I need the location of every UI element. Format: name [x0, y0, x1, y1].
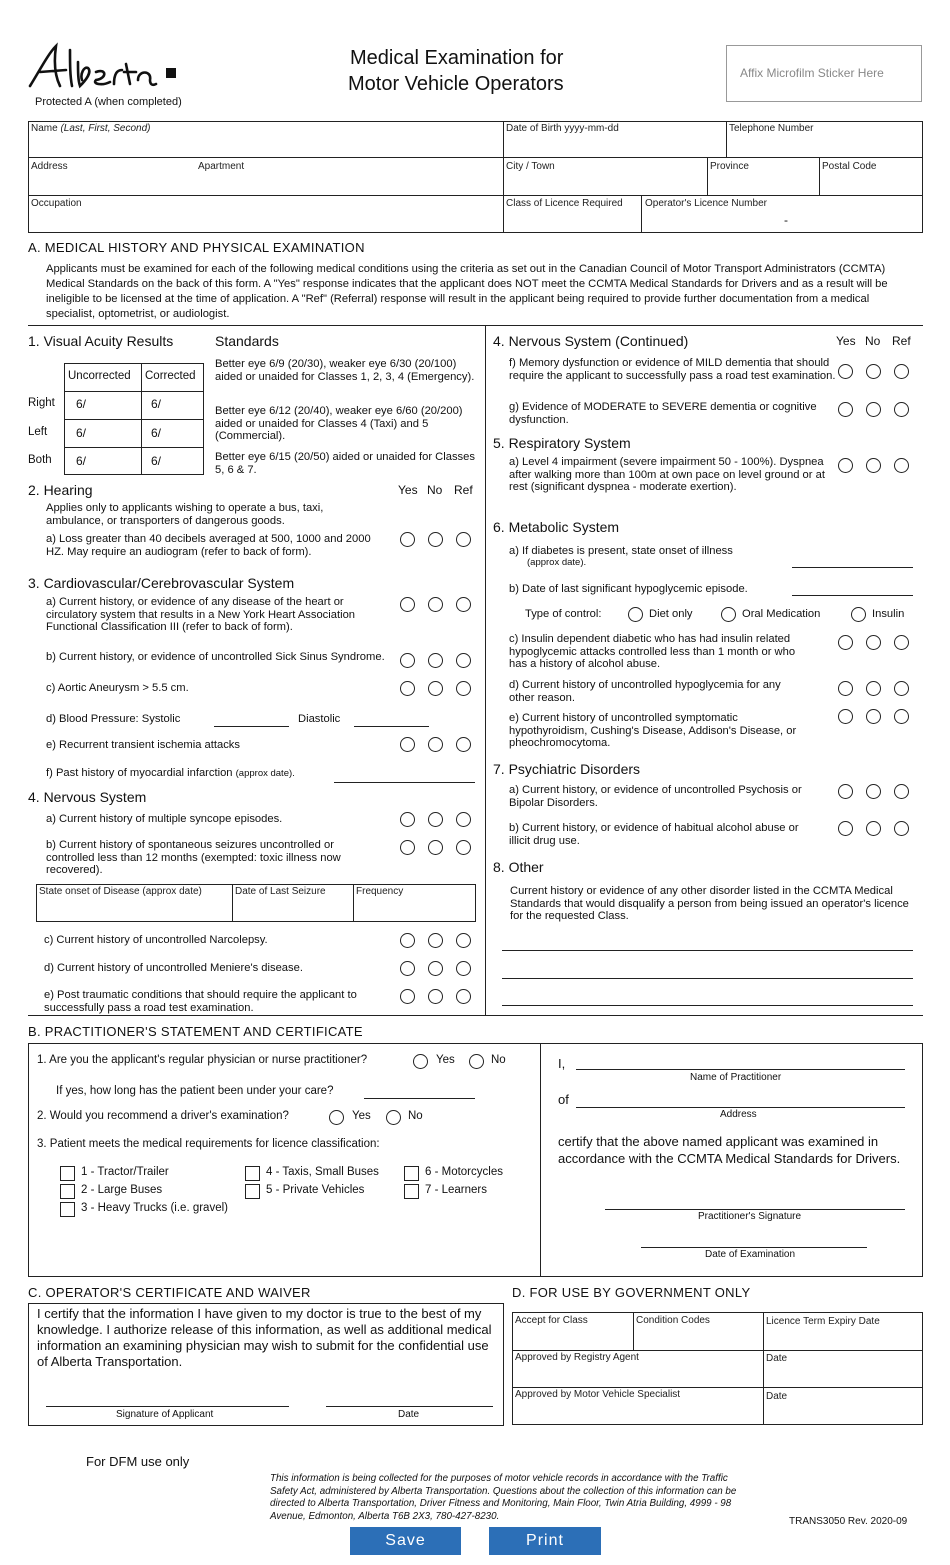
diet-only-radio[interactable] [628, 607, 643, 622]
both-corrected-input[interactable]: 6/ [151, 454, 162, 468]
radio-no[interactable] [428, 933, 443, 948]
cardio-f-hint: (approx date). [235, 768, 295, 779]
section-c-heading: C. OPERATOR'S CERTIFICATE AND WAIVER [28, 1285, 311, 1300]
radio-no[interactable] [866, 681, 881, 696]
radio-ref[interactable] [894, 709, 909, 724]
cardio-e: e) Recurrent transient ischemia attacks [46, 739, 240, 751]
insulin-radio[interactable] [851, 607, 866, 622]
nervous-g: g) Evidence of MODERATE to SEVERE dementia or cognitive dysfunction. [509, 401, 817, 426]
control-type-label: Type of control: [525, 608, 602, 620]
radio-ref[interactable] [456, 840, 471, 855]
respiratory-heading: 5. Respiratory System [493, 435, 631, 451]
frequency-field[interactable]: Frequency [356, 886, 404, 897]
myocardial-date-input[interactable] [334, 782, 475, 783]
right-eye-label: Right [28, 397, 55, 409]
col-ref: Ref [454, 483, 473, 497]
diastolic-input[interactable] [354, 726, 429, 727]
practitioner-address-caption: Address [720, 1109, 757, 1120]
col-no: No [427, 483, 443, 497]
class-3-label: 3 - Heavy Trucks (i.e. gravel) [81, 1202, 228, 1214]
expiry-date-field[interactable]: Licence Term Expiry Date [766, 1316, 880, 1327]
regular-physician-no-radio[interactable] [469, 1054, 484, 1069]
condition-codes-field[interactable]: Condition Codes [636, 1315, 710, 1326]
practitioner-signature-caption: Practitioner's Signature [698, 1211, 802, 1222]
radio-ref[interactable] [456, 597, 471, 612]
nervous-d: d) Current history of uncontrolled Meniere's disease. [44, 962, 303, 974]
radio-no[interactable] [866, 364, 881, 379]
alberta-logo [26, 40, 182, 92]
uncorrected-header: Uncorrected [68, 370, 131, 382]
radio-yes[interactable] [400, 989, 415, 1004]
other-heading: 8. Other [493, 859, 544, 875]
hearing-intro: Applies only to applicants wishing to operate a bus, taxi, ambulance, or transporters of dangerous goods. [46, 502, 324, 527]
radio-yes[interactable] [400, 653, 415, 668]
radio-yes[interactable] [400, 961, 415, 976]
practitioner-address-input[interactable] [576, 1107, 905, 1108]
left-eye-label: Left [28, 426, 48, 438]
radio-yes[interactable] [400, 840, 415, 855]
radio-yes[interactable] [838, 635, 853, 650]
radio-ref[interactable] [456, 989, 471, 1004]
radio-no[interactable] [428, 653, 443, 668]
cardio-c: c) Aortic Aneurysm > 5.5 cm. [46, 682, 189, 694]
certify-text: certify that the above named applicant was examined in accordance with the CCMTA Medical Standards for Drivers. [558, 1134, 901, 1166]
radio-yes[interactable] [838, 784, 853, 799]
radio-yes[interactable] [400, 681, 415, 696]
nervous-c: c) Current history of uncontrolled Narcolepsy. [44, 934, 268, 946]
form-title-1: Medical Examination for [350, 47, 564, 69]
other-input-2[interactable] [502, 978, 913, 979]
col-yes: Yes [398, 483, 418, 497]
radio-yes[interactable] [838, 821, 853, 836]
radio-yes[interactable] [838, 709, 853, 724]
vision-standard-2: Better eye 6/12 (20/40), weaker eye 6/60 (20/200) aided or unaided for Classes 4 (Taxi) and 5 (Commercial). [215, 405, 463, 442]
radio-no[interactable] [428, 681, 443, 696]
recommend-exam-no-radio[interactable] [386, 1110, 401, 1125]
other-input-1[interactable] [502, 950, 913, 951]
other-text: Current history or evidence of any other disorder listed in the CCMTA Medical Standards that would disqualify a person from being issued an operator's licence for the requested Class. [510, 885, 909, 922]
insulin-label: Insulin [872, 608, 905, 620]
radio-no[interactable] [428, 532, 443, 547]
metabolic-a: a) If diabetes is present, state onset of illness [509, 545, 733, 557]
radio-yes[interactable] [400, 532, 415, 547]
respiratory-a: a) Level 4 impairment (severe impairment 50 - 100%). Dyspnea after walking more than 100m at own pace on level ground or at rest (significant dyspnea - moderate exertion). [509, 456, 825, 493]
radio-ref[interactable] [456, 812, 471, 827]
metabolic-b: b) Date of last significant hypoglycemic episode. [509, 583, 748, 595]
both-uncorrected-input[interactable]: 6/ [76, 454, 87, 468]
radio-ref[interactable] [456, 653, 471, 668]
radio-no[interactable] [866, 635, 881, 650]
practitioner-name-caption: Name of Practitioner [690, 1072, 782, 1083]
city-field[interactable]: City / Town [506, 161, 555, 172]
radio-yes[interactable] [838, 364, 853, 379]
class-5-label: 5 - Private Vehicles [266, 1184, 365, 1196]
form-title-2: Motor Vehicle Operators [348, 73, 564, 95]
radio-yes[interactable] [400, 597, 415, 612]
metabolic-c: c) Insulin dependent diabetic who has had insulin related hypoglycemic attacks controlled less than 1 month or who has a history of alcohol abuse. [509, 633, 796, 670]
metabolic-e: e) Current history of uncontrolled symptomatic hypothyroidism, Cushing's Disease, Addison's Disease, or pheochromocytoma. [509, 712, 797, 749]
hypoglycemic-date-input[interactable] [792, 595, 913, 596]
practitioner-signature-input[interactable] [605, 1209, 905, 1210]
class-1-checkbox[interactable] [60, 1166, 75, 1181]
oral-medication-radio[interactable] [721, 607, 736, 622]
nervous-a: a) Current history of multiple syncope episodes. [46, 813, 283, 825]
diet-only-label: Diet only [649, 608, 693, 620]
cardio-a: a) Current history, or evidence of any disease of the heart or circulatory system that results in a New York Heart Association Functional Classification III (refer to back of form). [46, 596, 356, 633]
radio-no[interactable] [428, 840, 443, 855]
metabolic-d: d) Current history of uncontrolled hypoglycemia for any other reason. [509, 679, 781, 704]
class-6-label: 6 - Motorcycles [425, 1166, 503, 1178]
class-2-checkbox[interactable] [60, 1184, 75, 1199]
radio-ref[interactable] [894, 402, 909, 417]
recommend-exam-yes-label: Yes [352, 1110, 371, 1122]
hearing-heading: 2. Hearing [28, 482, 93, 498]
vision-standard-3: Better eye 6/15 (20/50) aided or unaided for Classes 5, 6 & 7. [215, 451, 475, 476]
registry-date-field[interactable]: Date [766, 1353, 788, 1364]
exam-date-input[interactable] [641, 1247, 867, 1248]
class-6-checkbox[interactable] [404, 1166, 419, 1181]
question-1: 1. Are you the applicant's regular physician or nurse practitioner? [37, 1054, 368, 1066]
nervous-heading: 4. Nervous System [28, 789, 147, 805]
col-ref-right: Ref [892, 334, 911, 348]
class-4-checkbox[interactable] [245, 1166, 260, 1181]
nervous-b: b) Current history of spontaneous seizures uncontrolled or controlled less than 12 months (exempted: toxic illness now recovered). [46, 839, 341, 876]
radio-yes[interactable] [838, 681, 853, 696]
radio-ref[interactable] [894, 364, 909, 379]
licence-class-field[interactable]: Class of Licence Required [506, 198, 623, 209]
radio-no[interactable] [866, 709, 881, 724]
class-3-checkbox[interactable] [60, 1202, 75, 1217]
radio-ref[interactable] [894, 821, 909, 836]
regular-physician-yes-label: Yes [436, 1054, 455, 1066]
name-label: Name [31, 123, 58, 134]
section-d-heading: D. FOR USE BY GOVERNMENT ONLY [512, 1285, 751, 1300]
class-5-checkbox[interactable] [245, 1184, 260, 1199]
name-field[interactable] [31, 123, 151, 134]
radio-ref[interactable] [894, 681, 909, 696]
government-use-table [512, 1312, 923, 1425]
radio-yes[interactable] [838, 458, 853, 473]
cardio-f-text: f) Past history of myocardial infarction [46, 767, 233, 779]
class-2-label: 2 - Large Buses [81, 1184, 163, 1196]
systolic-input[interactable] [214, 726, 289, 727]
radio-no[interactable] [428, 989, 443, 1004]
nervous-e: e) Post traumatic conditions that should require the applicant to successfully pass a road test examination. [44, 989, 357, 1014]
radio-yes[interactable] [400, 812, 415, 827]
radio-yes[interactable] [400, 737, 415, 752]
class-1-label: 1 - Tractor/Trailer [81, 1166, 169, 1178]
cardio-heading: 3. Cardiovascular/Cerebrovascular System [28, 575, 295, 591]
accept-class-field[interactable]: Accept for Class [515, 1315, 588, 1326]
cardio-b: b) Current history, or evidence of uncontrolled Sick Sinus Syndrome. [46, 651, 385, 663]
onset-field[interactable]: State onset of Disease (approx date) [39, 886, 202, 897]
radio-no[interactable] [866, 402, 881, 417]
question-3: 3. Patient meets the medical requirements for licence classification: [37, 1138, 380, 1150]
nervous-continued-heading: 4. Nervous System (Continued) [493, 333, 689, 349]
left-uncorrected-input[interactable]: 6/ [76, 426, 87, 440]
radio-no[interactable] [428, 812, 443, 827]
diabetes-onset-input[interactable] [792, 567, 913, 568]
province-field[interactable]: Province [710, 161, 749, 172]
metabolic-a-hint: (approx date). [527, 557, 587, 568]
save-button[interactable]: Save [350, 1527, 461, 1555]
vision-standard-1: Better eye 6/9 (20/30), weaker eye 6/30 (20/100) aided or unaided for Classes 1, 2, 3, 4 (Emergency). [215, 358, 475, 383]
right-uncorrected-input[interactable]: 6/ [76, 397, 87, 411]
applicant-info-table [28, 121, 923, 233]
left-corrected-input[interactable]: 6/ [151, 426, 162, 440]
occupation-field[interactable]: Occupation [31, 198, 82, 209]
radio-ref[interactable] [456, 933, 471, 948]
diastolic-label: Diastolic [298, 713, 341, 725]
col-yes-right: Yes [836, 334, 856, 348]
class-7-checkbox[interactable] [404, 1184, 419, 1199]
regular-physician-no-label: No [491, 1054, 506, 1066]
col-no-right: No [865, 334, 881, 348]
radio-ref[interactable] [456, 681, 471, 696]
phone-field[interactable]: Telephone Number [729, 123, 814, 134]
licence-number-dash: - [784, 213, 788, 227]
registry-agent-field[interactable]: Approved by Registry Agent [515, 1352, 639, 1363]
radio-no[interactable] [866, 458, 881, 473]
radio-ref[interactable] [894, 635, 909, 650]
microfilm-sticker-label: Affix Microfilm Sticker Here [740, 66, 884, 80]
radio-no[interactable] [866, 821, 881, 836]
alberta-logo-mark [26, 40, 182, 92]
protected-label: Protected A (when completed) [35, 96, 182, 108]
radio-ref[interactable] [894, 784, 909, 799]
section-a-intro: Applicants must be examined for each of the following medical conditions using the criteria as set out in the Canadian Council of Motor Transport Administrators (CCMTA) Medical Standards on the back of this form. A "Yes" response indicates that the applicant does NOT meet the CCMTA Medical Standards for Drivers and as a result will be ineligible to be licensed at the time of application. A "Ref" (Referral) response will result in the applicant being required to provide further documentation from a medical specialist, optometrist, or audiologist. [46, 263, 888, 320]
mvs-field[interactable]: Approved by Motor Vehicle Specialist [515, 1389, 681, 1400]
radio-no[interactable] [428, 737, 443, 752]
postal-code-field[interactable]: Postal Code [822, 161, 877, 172]
hearing-a: a) Loss greater than 40 decibels averaged at 500, 1000 and 2000 HZ. May require an audiogram (refer to back of form). [46, 533, 371, 558]
corrected-header: Corrected [145, 370, 196, 382]
applicant-date-input[interactable] [326, 1406, 493, 1407]
recommend-exam-yes-radio[interactable] [329, 1110, 344, 1125]
exam-date-caption: Date of Examination [705, 1249, 796, 1260]
privacy-notice: This information is being collected for the purposes of motor vehicle records in accordance with the Traffic Safety Act, administered by Alberta Transportation. Questions about the collection of this information can be directed to Alberta Transportation, Driver Fitness and Monitoring, Main Floor, Twin Atria Building, 4999 - 98 Avenue, Edmonton, Alberta T6B 2X3, 780-427-8230. [270, 1473, 737, 1522]
radio-no[interactable] [428, 597, 443, 612]
radio-yes[interactable] [838, 402, 853, 417]
section-a-heading: A. MEDICAL HISTORY AND PHYSICAL EXAMINATION [28, 240, 365, 255]
right-corrected-input[interactable]: 6/ [151, 397, 162, 411]
recommend-exam-no-label: No [408, 1110, 423, 1122]
class-7-label: 7 - Learners [425, 1184, 488, 1196]
applicant-signature-input[interactable] [46, 1406, 289, 1407]
class-4-label: 4 - Taxis, Small Buses [266, 1166, 379, 1178]
psychiatric-b: b) Current history, or evidence of habitual alcohol abuse or illicit drug use. [509, 822, 799, 847]
mvs-date-field[interactable]: Date [766, 1391, 788, 1402]
question-2: 2. Would you recommend a driver's examination? [37, 1110, 289, 1122]
waiver-text: I certify that the information I have given to my doctor is true to the best of my knowledge. I authorize release of this information, as well as additional medical information an examining physician may wish to submit for the confidential use of Alberta Transportation. [37, 1306, 492, 1369]
radio-no[interactable] [428, 961, 443, 976]
radio-ref[interactable] [894, 458, 909, 473]
metabolic-heading: 6. Metabolic System [493, 519, 620, 535]
radio-no[interactable] [866, 784, 881, 799]
other-input-3[interactable] [502, 1005, 913, 1006]
last-seizure-field[interactable]: Date of Last Seizure [235, 886, 326, 897]
of-label: of [558, 1092, 569, 1107]
regular-physician-yes-radio[interactable] [413, 1054, 428, 1069]
radio-ref[interactable] [456, 737, 471, 752]
standards-heading: Standards [215, 333, 279, 349]
question-1b: If yes, how long has the patient been under your care? [56, 1085, 334, 1097]
operator-licence-number-field[interactable]: Operator's Licence Number [645, 198, 767, 209]
psychiatric-a: a) Current history, or evidence of uncontrolled Psychosis or Bipolar Disorders. [509, 784, 802, 809]
vision-heading: 1. Visual Acuity Results [28, 333, 174, 349]
oral-medication-label: Oral Medication [742, 608, 821, 620]
nervous-f: f) Memory dysfunction or evidence of MILD dementia that should require the applicant to successfully pass a road test examination. [509, 357, 836, 382]
radio-ref[interactable] [456, 961, 471, 976]
cardio-f [46, 767, 295, 779]
cardio-d: d) Blood Pressure: Systolic [46, 713, 181, 725]
psychiatric-heading: 7. Psychiatric Disorders [493, 761, 641, 777]
address-field[interactable]: Address [31, 161, 68, 172]
both-eyes-label: Both [28, 454, 52, 466]
dob-field[interactable]: Date of Birth yyyy-mm-dd [506, 123, 619, 134]
i-label: I, [558, 1056, 566, 1071]
applicant-signature-caption: Signature of Applicant [116, 1409, 214, 1420]
care-duration-input[interactable] [364, 1098, 475, 1099]
apartment-field[interactable]: Apartment [198, 161, 245, 172]
name-hint: (Last, First, Second) [60, 123, 151, 134]
practitioner-name-input[interactable] [576, 1069, 905, 1070]
radio-ref[interactable] [456, 532, 471, 547]
applicant-date-caption: Date [398, 1409, 420, 1420]
form-number: TRANS3050 Rev. 2020-09 [789, 1516, 908, 1527]
radio-yes[interactable] [400, 933, 415, 948]
print-button[interactable]: Print [489, 1527, 601, 1555]
section-b-heading: B. PRACTITIONER'S STATEMENT AND CERTIFICATE [28, 1024, 363, 1039]
dfm-label: For DFM use only [86, 1454, 190, 1469]
